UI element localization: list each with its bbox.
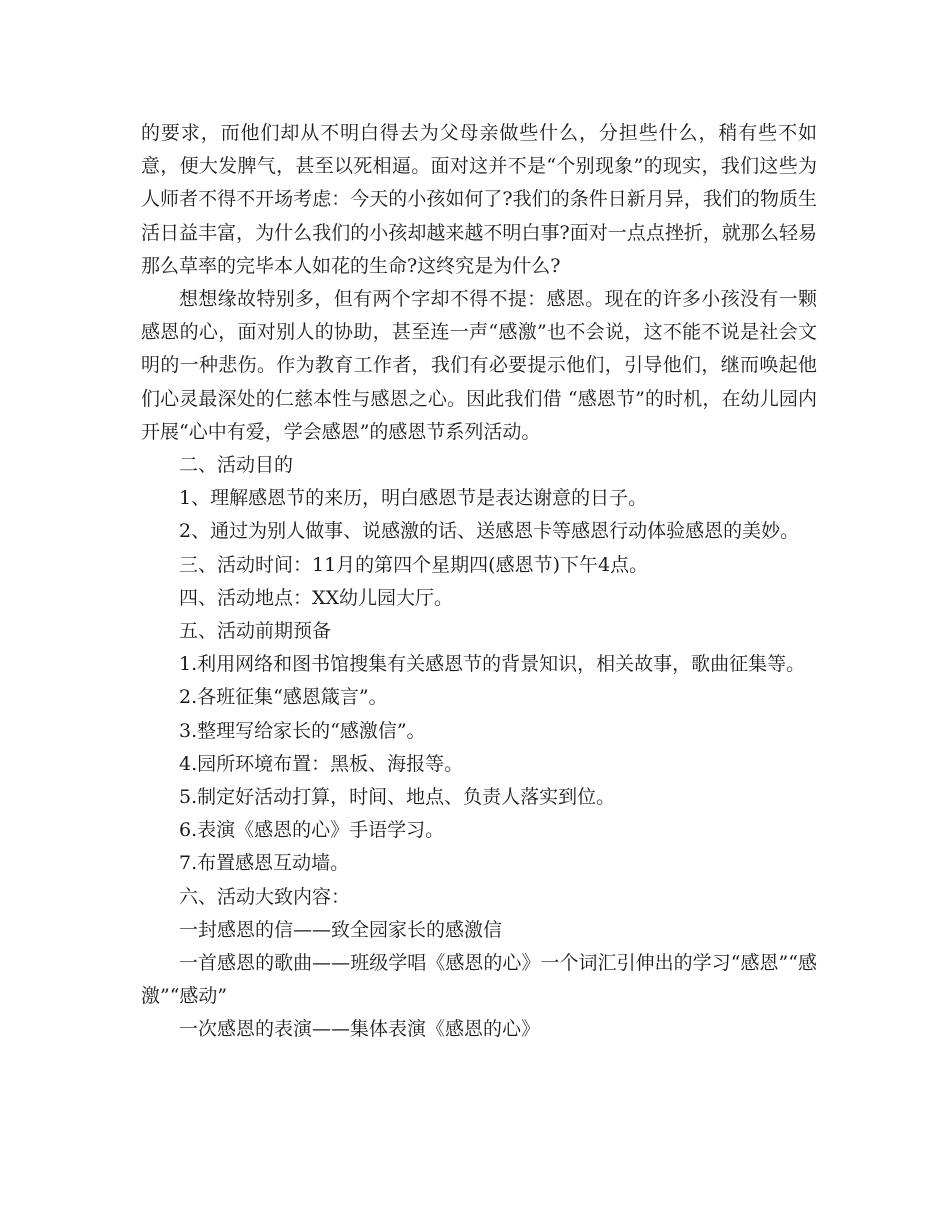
list-item-prep-6: 6.表演《感恩的心》手语学习。: [179, 819, 445, 842]
content-item-song: 一首感恩的歌曲——班级学唱《感恩的心》一个词汇引伸出的学习“感恩”“感激”“感动”: [141, 952, 817, 1008]
list-item-purpose-2: 2、通过为别人做事、说感激的话、送感恩卡等感恩行动体验感恩的美妙。: [179, 520, 800, 543]
heading-preparation: 五、活动前期预备: [179, 620, 332, 643]
heading-activity-time: 三、活动时间：11月的第四个星期四(感恩节)下午4点。: [179, 553, 649, 576]
content-item-performance: 一次感恩的表演——集体表演《感恩的心》: [179, 1018, 541, 1041]
document-body: [141, 117, 817, 1047]
list-item-prep-2: 2.各班征集“感恩箴言”。: [179, 686, 388, 709]
list-item-prep-3: 3.整理写给家长的“感激信”。: [179, 719, 426, 742]
heading-activity-location: 四、活动地点：XX幼儿园大厅。: [179, 586, 454, 609]
heading-activity-purpose: 二、活动目的: [179, 454, 294, 477]
heading-content: 六、活动大致内容：: [179, 885, 351, 908]
list-item-prep-7: 7.布置感恩互动墙。: [179, 852, 350, 875]
content-item-letter: 一封感恩的信——致全园家长的感激信: [179, 918, 503, 941]
list-item-prep-5: 5.制定好活动打算，时间、地点、负责人落实到位。: [179, 786, 616, 809]
list-item-purpose-1: 1、理解感恩节的来历，明白感恩节是表达谢意的日子。: [179, 487, 648, 510]
list-item-prep-1: 1.利用网络和图书馆搜集有关感恩节的背景知识，相关故事，歌曲征集等。: [179, 653, 806, 676]
paragraph-intro-continued: 的要求，而他们却从不明白得去为父母亲做些什么，分担些什么，稍有些不如意，便大发脾气，甚至以死相逼。面对这并不是“个别现象”的现实，我们这些为人师者不得不开场考虑：今天的小孩如何了?我们的条件日新月异，我们的物质生活日益丰富，为什么我们的小孩却越来越不明白事?面对一点点挫折，就那么轻易那么草率的完毕本人如花的生命?这终究是为什么?: [141, 122, 817, 277]
list-item-prep-4: 4.园所环境布置：黑板、海报等。: [179, 752, 464, 775]
paragraph-reason: 想想缘故特别多，但有两个字却不得不提：感恩。现在的许多小孩没有一颗感恩的心，面对别人的协助，甚至连一声“感激”也不会说，这不能不说是社会文明的一种悲伤。作为教育工作者，我们有必要提示他们，引导他们，继而唤起他们心灵最深处的仁慈本性与感恩之心。因此我们借 “感恩节”的时机，在幼儿园内开展“心中有爱，学会感恩”的感恩节系列活动。: [141, 288, 817, 443]
